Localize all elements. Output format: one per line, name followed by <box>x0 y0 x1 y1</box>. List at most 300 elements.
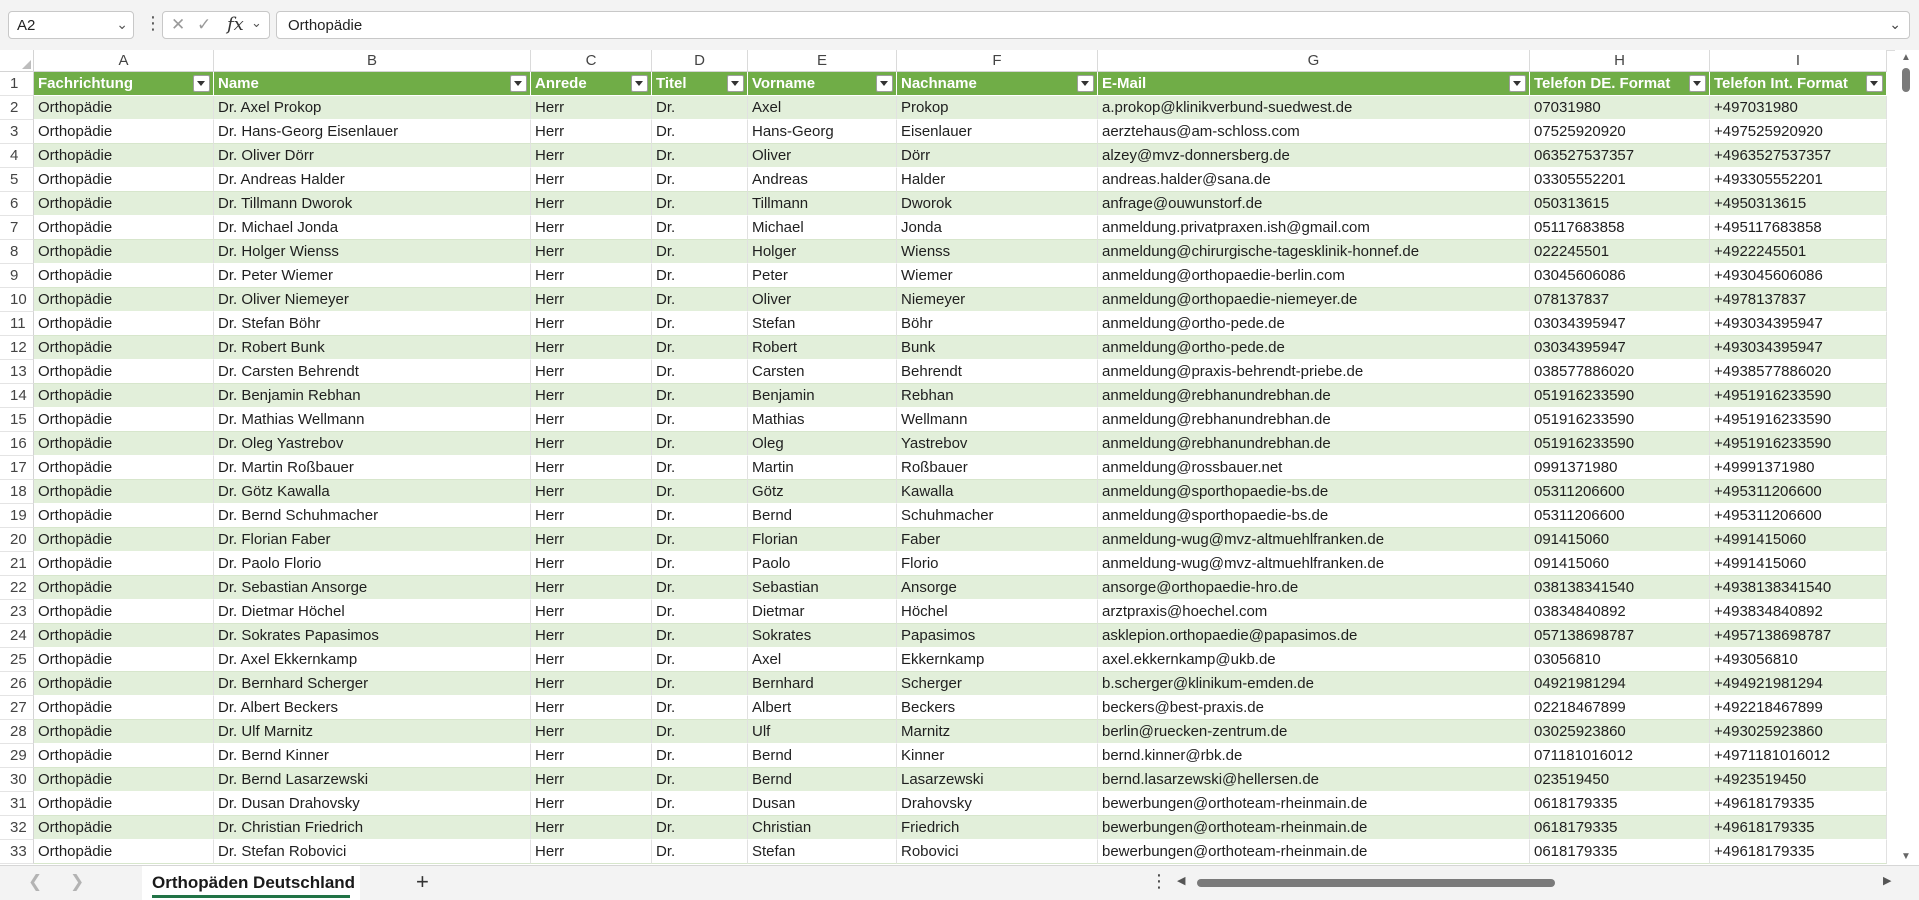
table-cell[interactable]: +497525920920 <box>1710 120 1887 144</box>
table-cell[interactable]: Herr <box>531 312 652 336</box>
table-cell[interactable]: bewerbungen@orthoteam-rheinmain.de <box>1098 792 1530 816</box>
row-header[interactable]: 27 <box>0 696 34 720</box>
table-cell[interactable]: Drahovsky <box>897 792 1098 816</box>
table-cell[interactable]: Dr. Christian Friedrich <box>214 816 531 840</box>
table-cell[interactable]: Dr. Dusan Drahovsky <box>214 792 531 816</box>
table-cell[interactable]: Scherger <box>897 672 1098 696</box>
table-cell[interactable]: 038577886020 <box>1530 360 1710 384</box>
header-cell[interactable] <box>214 72 531 96</box>
table-cell[interactable]: Dr. Axel Prokop <box>214 96 531 120</box>
table-cell[interactable]: arztpraxis@hoechel.com <box>1098 600 1530 624</box>
table-cell[interactable]: Orthopädie <box>34 192 214 216</box>
table-cell[interactable]: Dr. <box>652 120 748 144</box>
table-cell[interactable]: Ansorge <box>897 576 1098 600</box>
table-cell[interactable]: Orthopädie <box>34 96 214 120</box>
table-cell[interactable]: Ulf <box>748 720 897 744</box>
row-header[interactable]: 23 <box>0 600 34 624</box>
table-cell[interactable]: Dr. <box>652 720 748 744</box>
table-cell[interactable]: Herr <box>531 96 652 120</box>
table-cell[interactable]: 051916233590 <box>1530 408 1710 432</box>
table-cell[interactable]: Bernd <box>748 504 897 528</box>
table-cell[interactable]: 0991371980 <box>1530 456 1710 480</box>
table-cell[interactable]: +495311206600 <box>1710 504 1887 528</box>
table-cell[interactable]: Dworok <box>897 192 1098 216</box>
table-cell[interactable]: Dr. Götz Kawalla <box>214 480 531 504</box>
table-cell[interactable]: Herr <box>531 360 652 384</box>
table-cell[interactable]: anmeldung@rebhanundrebhan.de <box>1098 408 1530 432</box>
row-header[interactable]: 28 <box>0 720 34 744</box>
table-cell[interactable]: Orthopädie <box>34 360 214 384</box>
table-cell[interactable]: Orthopädie <box>34 840 214 864</box>
table-cell[interactable]: Herr <box>531 696 652 720</box>
row-header[interactable]: 32 <box>0 816 34 840</box>
table-cell[interactable]: Dr. <box>652 408 748 432</box>
table-cell[interactable]: 03045606086 <box>1530 264 1710 288</box>
table-cell[interactable]: anmeldung.privatpraxen.ish@gmail.com <box>1098 216 1530 240</box>
column-header-h[interactable]: H <box>1530 50 1710 72</box>
table-cell[interactable]: Dr. Ulf Marnitz <box>214 720 531 744</box>
table-cell[interactable]: 05311206600 <box>1530 480 1710 504</box>
row-header[interactable]: 10 <box>0 288 34 312</box>
table-cell[interactable]: Paolo <box>748 552 897 576</box>
table-cell[interactable]: Böhr <box>897 312 1098 336</box>
table-cell[interactable]: Dr. <box>652 360 748 384</box>
table-cell[interactable]: 057138698787 <box>1530 624 1710 648</box>
table-cell[interactable]: +49618179335 <box>1710 792 1887 816</box>
table-cell[interactable]: Dr. Oliver Niemeyer <box>214 288 531 312</box>
column-header-b[interactable]: B <box>214 50 531 72</box>
sheet-tab-label[interactable]: Orthopäden Deutschland <box>152 873 356 892</box>
table-cell[interactable]: +493305552201 <box>1710 168 1887 192</box>
table-cell[interactable]: Dr. <box>652 792 748 816</box>
table-cell[interactable]: Dr. <box>652 768 748 792</box>
row-header[interactable]: 4 <box>0 144 34 168</box>
table-cell[interactable]: Höchel <box>897 600 1098 624</box>
table-cell[interactable]: Orthopädie <box>34 792 214 816</box>
table-cell[interactable]: Orthopädie <box>34 720 214 744</box>
table-cell[interactable]: 038138341540 <box>1530 576 1710 600</box>
formula-input[interactable] <box>276 11 1910 39</box>
table-cell[interactable]: Orthopädie <box>34 576 214 600</box>
table-cell[interactable]: Dr. Bernd Kinner <box>214 744 531 768</box>
table-cell[interactable]: Wiemer <box>897 264 1098 288</box>
table-cell[interactable]: Orthopädie <box>34 168 214 192</box>
filter-dropdown-icon[interactable] <box>1866 75 1883 92</box>
table-cell[interactable]: +4971181016012 <box>1710 744 1887 768</box>
fx-icon[interactable]: fx <box>227 14 244 35</box>
table-cell[interactable]: Dr. <box>652 336 748 360</box>
table-cell[interactable]: Dr. Tillmann Dworok <box>214 192 531 216</box>
table-cell[interactable]: Orthopädie <box>34 648 214 672</box>
table-cell[interactable]: Dr. <box>652 480 748 504</box>
table-cell[interactable]: +493034395947 <box>1710 312 1887 336</box>
table-cell[interactable]: Dr. Oliver Dörr <box>214 144 531 168</box>
table-cell[interactable]: Orthopädie <box>34 240 214 264</box>
table-cell[interactable]: Dr. Hans-Georg Eisenlauer <box>214 120 531 144</box>
table-cell[interactable]: Albert <box>748 696 897 720</box>
table-cell[interactable]: Dr. Stefan Robovici <box>214 840 531 864</box>
table-cell[interactable]: Herr <box>531 552 652 576</box>
table-cell[interactable]: Dr. Axel Ekkernkamp <box>214 648 531 672</box>
vertical-ellipsis-icon[interactable]: ⋮ <box>144 13 162 33</box>
table-cell[interactable]: Stefan <box>748 840 897 864</box>
table-cell[interactable]: Friedrich <box>897 816 1098 840</box>
table-cell[interactable]: Dr. <box>652 456 748 480</box>
filter-dropdown-icon[interactable] <box>510 75 527 92</box>
row-header[interactable]: 12 <box>0 336 34 360</box>
row-header[interactable]: 22 <box>0 576 34 600</box>
table-cell[interactable]: Herr <box>531 504 652 528</box>
name-box[interactable] <box>8 11 134 39</box>
table-cell[interactable]: Herr <box>531 480 652 504</box>
table-cell[interactable]: Dr. <box>652 552 748 576</box>
table-cell[interactable]: Orthopädie <box>34 672 214 696</box>
row-header[interactable]: 11 <box>0 312 34 336</box>
table-cell[interactable]: 07525920920 <box>1530 120 1710 144</box>
table-cell[interactable]: 03056810 <box>1530 648 1710 672</box>
chevron-right-icon[interactable]: ❯ <box>70 872 85 891</box>
column-header-a[interactable]: A <box>34 50 214 72</box>
column-header-d[interactable]: D <box>652 50 748 72</box>
table-cell[interactable]: +4938138341540 <box>1710 576 1887 600</box>
header-cell[interactable] <box>1098 72 1530 96</box>
table-cell[interactable]: anmeldung@orthopaedie-niemeyer.de <box>1098 288 1530 312</box>
scroll-down-icon[interactable]: ▼ <box>1901 851 1911 862</box>
table-cell[interactable]: Beckers <box>897 696 1098 720</box>
table-cell[interactable]: +4922245501 <box>1710 240 1887 264</box>
table-cell[interactable]: Halder <box>897 168 1098 192</box>
header-cell[interactable] <box>652 72 748 96</box>
plus-icon[interactable]: + <box>416 869 429 894</box>
table-cell[interactable]: Orthopädie <box>34 312 214 336</box>
table-cell[interactable]: Lasarzewski <box>897 768 1098 792</box>
table-cell[interactable]: 050313615 <box>1530 192 1710 216</box>
table-cell[interactable]: Orthopädie <box>34 600 214 624</box>
table-cell[interactable]: Herr <box>531 336 652 360</box>
table-cell[interactable]: beckers@best-praxis.de <box>1098 696 1530 720</box>
table-cell[interactable]: bernd.kinner@rbk.de <box>1098 744 1530 768</box>
chevron-down-icon[interactable]: ⌄ <box>251 15 262 30</box>
table-cell[interactable]: Dr. Stefan Böhr <box>214 312 531 336</box>
table-cell[interactable]: Dr. <box>652 840 748 864</box>
table-cell[interactable]: Papasimos <box>897 624 1098 648</box>
table-cell[interactable]: 05311206600 <box>1530 504 1710 528</box>
table-cell[interactable]: +4978137837 <box>1710 288 1887 312</box>
table-cell[interactable]: Dr. Sebastian Ansorge <box>214 576 531 600</box>
table-cell[interactable]: Orthopädie <box>34 696 214 720</box>
table-cell[interactable]: Orthopädie <box>34 624 214 648</box>
table-cell[interactable]: Dr. Florian Faber <box>214 528 531 552</box>
table-cell[interactable]: Orthopädie <box>34 456 214 480</box>
table-cell[interactable]: Herr <box>531 768 652 792</box>
table-cell[interactable]: Eisenlauer <box>897 120 1098 144</box>
header-cell[interactable] <box>34 72 214 96</box>
table-cell[interactable]: +493834840892 <box>1710 600 1887 624</box>
row-header[interactable]: 16 <box>0 432 34 456</box>
row-header[interactable]: 19 <box>0 504 34 528</box>
table-cell[interactable]: Wellmann <box>897 408 1098 432</box>
table-cell[interactable]: Stefan <box>748 312 897 336</box>
table-cell[interactable]: 02218467899 <box>1530 696 1710 720</box>
table-cell[interactable]: 071181016012 <box>1530 744 1710 768</box>
table-cell[interactable]: Behrendt <box>897 360 1098 384</box>
checkmark-icon[interactable]: ✓ <box>197 15 212 34</box>
row-header[interactable]: 31 <box>0 792 34 816</box>
table-cell[interactable]: 05117683858 <box>1530 216 1710 240</box>
table-cell[interactable]: Roßbauer <box>897 456 1098 480</box>
table-cell[interactable]: Dr. Carsten Behrendt <box>214 360 531 384</box>
vertical-scrollbar[interactable] <box>1895 50 1919 865</box>
table-cell[interactable]: Herr <box>531 528 652 552</box>
table-cell[interactable]: Orthopädie <box>34 816 214 840</box>
table-cell[interactable]: Dr. Bernhard Scherger <box>214 672 531 696</box>
table-cell[interactable]: 0618179335 <box>1530 792 1710 816</box>
table-cell[interactable]: +4951916233590 <box>1710 384 1887 408</box>
row-header[interactable]: 8 <box>0 240 34 264</box>
table-cell[interactable]: Dr. Peter Wiemer <box>214 264 531 288</box>
table-cell[interactable]: Götz <box>748 480 897 504</box>
table-cell[interactable]: Oliver <box>748 144 897 168</box>
table-cell[interactable]: Dr. Andreas Halder <box>214 168 531 192</box>
table-cell[interactable]: anmeldung-wug@mvz-altmuehlfranken.de <box>1098 528 1530 552</box>
table-cell[interactable]: 07031980 <box>1530 96 1710 120</box>
select-all-button[interactable] <box>0 50 34 72</box>
close-icon[interactable]: ✕ <box>171 15 186 34</box>
table-cell[interactable]: anmeldung@orthopaedie-berlin.com <box>1098 264 1530 288</box>
table-cell[interactable]: Dietmar <box>748 600 897 624</box>
table-cell[interactable]: Dr. Michael Jonda <box>214 216 531 240</box>
table-cell[interactable]: Dr. <box>652 528 748 552</box>
formula-value[interactable]: Orthopädie <box>288 17 363 34</box>
table-cell[interactable]: Yastrebov <box>897 432 1098 456</box>
table-cell[interactable]: +4991415060 <box>1710 528 1887 552</box>
table-cell[interactable]: Martin <box>748 456 897 480</box>
table-cell[interactable]: +495117683858 <box>1710 216 1887 240</box>
table-cell[interactable]: Sebastian <box>748 576 897 600</box>
table-cell[interactable]: Dr. Oleg Yastrebov <box>214 432 531 456</box>
table-cell[interactable]: +4938577886020 <box>1710 360 1887 384</box>
scroll-up-icon[interactable]: ▲ <box>1901 52 1911 63</box>
table-cell[interactable]: Dr. Bernd Lasarzewski <box>214 768 531 792</box>
table-cell[interactable]: Christian <box>748 816 897 840</box>
filter-dropdown-icon[interactable] <box>1509 75 1526 92</box>
table-cell[interactable]: bewerbungen@orthoteam-rheinmain.de <box>1098 816 1530 840</box>
filter-dropdown-icon[interactable] <box>1689 75 1706 92</box>
table-cell[interactable]: anmeldung@ortho-pede.de <box>1098 312 1530 336</box>
table-cell[interactable]: Orthopädie <box>34 432 214 456</box>
table-cell[interactable]: Orthopädie <box>34 480 214 504</box>
filter-dropdown-icon[interactable] <box>727 75 744 92</box>
table-cell[interactable]: Florio <box>897 552 1098 576</box>
chevron-down-icon[interactable]: ⌄ <box>116 16 128 32</box>
table-cell[interactable]: Dr. <box>652 816 748 840</box>
filter-dropdown-icon[interactable] <box>1077 75 1094 92</box>
table-cell[interactable]: Bernd <box>748 744 897 768</box>
table-cell[interactable]: +493025923860 <box>1710 720 1887 744</box>
select-all-triangle-icon[interactable] <box>22 60 31 69</box>
table-cell[interactable]: anmeldung@chirurgische-tagesklinik-honnef.de <box>1098 240 1530 264</box>
vertical-ellipsis-icon[interactable]: ⋮ <box>1150 871 1168 891</box>
table-cell[interactable]: Orthopädie <box>34 216 214 240</box>
table-cell[interactable]: Niemeyer <box>897 288 1098 312</box>
table-cell[interactable]: +494921981294 <box>1710 672 1887 696</box>
table-cell[interactable]: +497031980 <box>1710 96 1887 120</box>
table-cell[interactable]: Herr <box>531 216 652 240</box>
table-cell[interactable]: +493034395947 <box>1710 336 1887 360</box>
table-cell[interactable]: Axel <box>748 96 897 120</box>
table-cell[interactable]: +493045606086 <box>1710 264 1887 288</box>
row-header[interactable]: 24 <box>0 624 34 648</box>
table-cell[interactable]: Ekkernkamp <box>897 648 1098 672</box>
row-header[interactable]: 15 <box>0 408 34 432</box>
table-cell[interactable]: Dr. <box>652 576 748 600</box>
table-cell[interactable]: anmeldung@sporthopaedie-bs.de <box>1098 480 1530 504</box>
table-cell[interactable]: +4950313615 <box>1710 192 1887 216</box>
table-cell[interactable]: Dusan <box>748 792 897 816</box>
table-cell[interactable]: Dr. Dietmar Höchel <box>214 600 531 624</box>
table-cell[interactable]: Dr. <box>652 168 748 192</box>
table-cell[interactable]: 063527537357 <box>1530 144 1710 168</box>
table-cell[interactable]: Dr. <box>652 648 748 672</box>
table-cell[interactable]: alzey@mvz-donnersberg.de <box>1098 144 1530 168</box>
table-cell[interactable]: 091415060 <box>1530 552 1710 576</box>
header-cell[interactable] <box>1710 72 1887 96</box>
table-cell[interactable]: Robovici <box>897 840 1098 864</box>
table-cell[interactable]: Dr. <box>652 696 748 720</box>
table-cell[interactable]: Dr. <box>652 96 748 120</box>
table-cell[interactable]: +49618179335 <box>1710 840 1887 864</box>
table-cell[interactable]: anmeldung-wug@mvz-altmuehlfranken.de <box>1098 552 1530 576</box>
table-cell[interactable]: anmeldung@rossbauer.net <box>1098 456 1530 480</box>
table-cell[interactable]: Herr <box>531 744 652 768</box>
table-cell[interactable]: +4991415060 <box>1710 552 1887 576</box>
column-header-c[interactable]: C <box>531 50 652 72</box>
table-cell[interactable]: Wienss <box>897 240 1098 264</box>
column-header-e[interactable]: E <box>748 50 897 72</box>
column-header-g[interactable]: G <box>1098 50 1530 72</box>
table-cell[interactable]: +4957138698787 <box>1710 624 1887 648</box>
row-header[interactable]: 5 <box>0 168 34 192</box>
table-cell[interactable]: andreas.halder@sana.de <box>1098 168 1530 192</box>
table-cell[interactable]: 0618179335 <box>1530 816 1710 840</box>
table-cell[interactable]: 03305552201 <box>1530 168 1710 192</box>
table-cell[interactable]: a.prokop@klinikverbund-suedwest.de <box>1098 96 1530 120</box>
table-cell[interactable]: anmeldung@praxis-behrendt-priebe.de <box>1098 360 1530 384</box>
filter-dropdown-icon[interactable] <box>876 75 893 92</box>
scroll-left-icon[interactable]: ◀ <box>1177 875 1186 887</box>
table-cell[interactable]: Dr. Robert Bunk <box>214 336 531 360</box>
row-header[interactable]: 6 <box>0 192 34 216</box>
table-cell[interactable]: Tillmann <box>748 192 897 216</box>
table-cell[interactable]: Herr <box>531 168 652 192</box>
table-cell[interactable]: Orthopädie <box>34 288 214 312</box>
table-cell[interactable]: Dr. Benjamin Rebhan <box>214 384 531 408</box>
table-cell[interactable]: +4923519450 <box>1710 768 1887 792</box>
table-cell[interactable]: Herr <box>531 792 652 816</box>
table-cell[interactable]: Dr. Sokrates Papasimos <box>214 624 531 648</box>
row-header[interactable]: 29 <box>0 744 34 768</box>
table-cell[interactable]: Dr. <box>652 384 748 408</box>
table-cell[interactable]: Dörr <box>897 144 1098 168</box>
table-cell[interactable]: 078137837 <box>1530 288 1710 312</box>
row-header[interactable]: 7 <box>0 216 34 240</box>
table-cell[interactable]: Orthopädie <box>34 336 214 360</box>
table-cell[interactable]: anfrage@ouwunstorf.de <box>1098 192 1530 216</box>
table-cell[interactable]: +492218467899 <box>1710 696 1887 720</box>
header-cell[interactable] <box>897 72 1098 96</box>
table-cell[interactable]: Dr. <box>652 744 748 768</box>
chevron-left-icon[interactable]: ❮ <box>28 872 43 891</box>
table-cell[interactable]: Marnitz <box>897 720 1098 744</box>
table-cell[interactable]: 0618179335 <box>1530 840 1710 864</box>
row-header[interactable]: 2 <box>0 96 34 120</box>
column-header-i[interactable]: I <box>1710 50 1887 72</box>
table-cell[interactable]: Orthopädie <box>34 552 214 576</box>
table-cell[interactable]: asklepion.orthopaedie@papasimos.de <box>1098 624 1530 648</box>
filter-dropdown-icon[interactable] <box>631 75 648 92</box>
table-cell[interactable]: axel.ekkernkamp@ukb.de <box>1098 648 1530 672</box>
table-cell[interactable]: aerztehaus@am-schloss.com <box>1098 120 1530 144</box>
table-cell[interactable]: anmeldung@rebhanundrebhan.de <box>1098 432 1530 456</box>
table-cell[interactable]: Dr. Holger Wienss <box>214 240 531 264</box>
table-cell[interactable]: Benjamin <box>748 384 897 408</box>
table-cell[interactable]: Carsten <box>748 360 897 384</box>
row-header[interactable]: 33 <box>0 840 34 864</box>
table-cell[interactable]: Dr. <box>652 624 748 648</box>
table-cell[interactable]: 03034395947 <box>1530 336 1710 360</box>
table-cell[interactable]: anmeldung@rebhanundrebhan.de <box>1098 384 1530 408</box>
table-cell[interactable]: Herr <box>531 192 652 216</box>
table-cell[interactable]: Oleg <box>748 432 897 456</box>
table-cell[interactable]: Herr <box>531 264 652 288</box>
table-cell[interactable]: Orthopädie <box>34 144 214 168</box>
table-cell[interactable]: Herr <box>531 432 652 456</box>
table-cell[interactable]: Orthopädie <box>34 504 214 528</box>
table-cell[interactable]: Dr. Albert Beckers <box>214 696 531 720</box>
table-cell[interactable]: Hans-Georg <box>748 120 897 144</box>
table-cell[interactable]: Herr <box>531 288 652 312</box>
table-cell[interactable]: +4951916233590 <box>1710 432 1887 456</box>
table-cell[interactable]: Robert <box>748 336 897 360</box>
table-cell[interactable]: Herr <box>531 816 652 840</box>
table-cell[interactable]: Orthopädie <box>34 744 214 768</box>
table-cell[interactable]: Axel <box>748 648 897 672</box>
table-cell[interactable]: +4963527537357 <box>1710 144 1887 168</box>
table-cell[interactable]: Dr. <box>652 192 748 216</box>
table-cell[interactable]: 023519450 <box>1530 768 1710 792</box>
table-cell[interactable]: Dr. <box>652 264 748 288</box>
row-header[interactable]: 30 <box>0 768 34 792</box>
table-cell[interactable]: Orthopädie <box>34 528 214 552</box>
table-cell[interactable]: +4951916233590 <box>1710 408 1887 432</box>
table-cell[interactable]: Kawalla <box>897 480 1098 504</box>
table-cell[interactable]: 03025923860 <box>1530 720 1710 744</box>
table-cell[interactable]: 091415060 <box>1530 528 1710 552</box>
chevron-down-icon[interactable]: ⌄ <box>1889 16 1901 32</box>
table-cell[interactable]: 051916233590 <box>1530 432 1710 456</box>
table-cell[interactable]: +49991371980 <box>1710 456 1887 480</box>
table-cell[interactable]: Dr. <box>652 240 748 264</box>
row-header[interactable]: 14 <box>0 384 34 408</box>
table-cell[interactable]: Bunk <box>897 336 1098 360</box>
table-cell[interactable]: Michael <box>748 216 897 240</box>
table-cell[interactable]: Schuhmacher <box>897 504 1098 528</box>
table-cell[interactable]: Herr <box>531 624 652 648</box>
table-cell[interactable]: Kinner <box>897 744 1098 768</box>
table-cell[interactable]: Herr <box>531 408 652 432</box>
table-cell[interactable]: Mathias <box>748 408 897 432</box>
table-cell[interactable]: Dr. <box>652 504 748 528</box>
